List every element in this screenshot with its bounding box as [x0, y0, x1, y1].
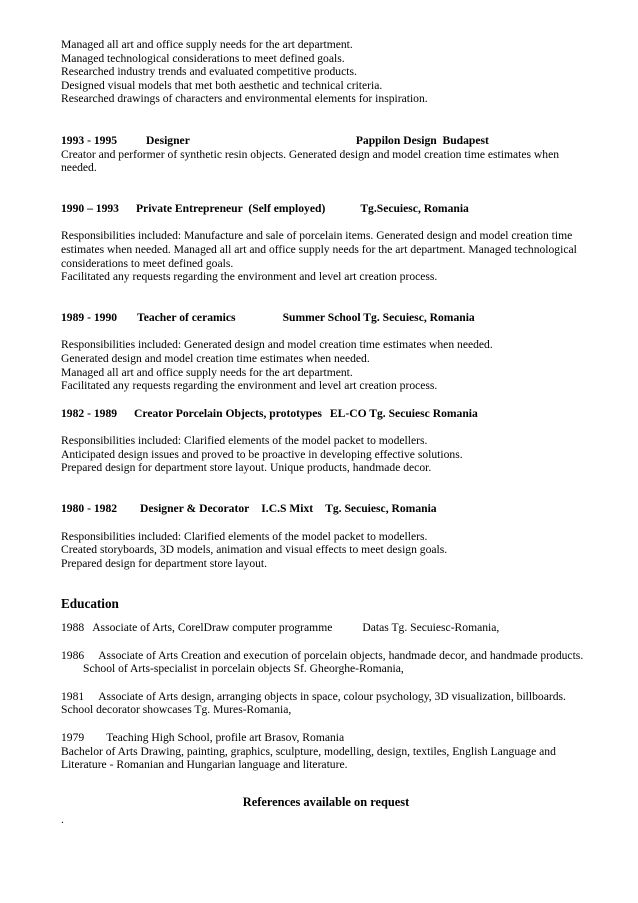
edu-place: School of Arts-specialist in porcelain objects Sf. Gheorghe-Romania, — [83, 662, 404, 676]
intro-line: Designed visual models that met both aesthetic and technical criteria. — [61, 78, 383, 92]
education-1988 — [61, 621, 591, 635]
edu-place: Datas Tg. Secuiesc-Romania, — [362, 621, 500, 635]
job-years: 1982 - 1989 — [61, 406, 118, 420]
resume-page — [61, 38, 591, 827]
edu-year: 1986 — [61, 648, 85, 662]
job-header — [61, 311, 591, 325]
job-line: Anticipated design issues and proved to be proactive in developing effective solutions. — [61, 447, 463, 461]
education-heading: Education — [61, 596, 119, 612]
job-title: Private Entrepreneur (Self employed) — [135, 201, 326, 215]
job-company: EL-CO Tg. Secuiesc Romania — [329, 406, 478, 420]
job-title: Designer & Decorator — [140, 502, 250, 516]
job-company-code: I.C.S Mixt — [261, 502, 314, 516]
education-1986 — [61, 649, 591, 676]
job-line: Prepared design for department store layout. — [61, 556, 268, 570]
job-description: Responsibilities included: Manufacture and sale of porcelain items. Generated design and model creation time estimates when needed. Managed all art and office supply needs for the art department. Managed technological considerations to meet defined goals. — [61, 229, 577, 270]
job-company: Tg. Secuiesc, Romania — [325, 502, 437, 516]
job-line: Responsibilities included: Clarified elements of the model packet to modellers. — [61, 529, 428, 543]
job-line: Facilitated any requests regarding the environment and level art creation process. — [61, 379, 438, 393]
job-line: Responsibilities included: Clarified elements of the model packet to modellers. — [61, 434, 428, 448]
job-header — [61, 407, 591, 421]
job-header — [61, 134, 591, 148]
job-line: Responsibilities included: Generated design and model creation time estimates when needed. — [61, 338, 493, 352]
job-1989 — [61, 311, 591, 393]
intro-line: Researched drawings of characters and environmental elements for inspiration. — [61, 92, 428, 106]
references-note: References available on request — [242, 794, 410, 809]
trailing-dot: . — [61, 813, 64, 827]
job-1980 — [61, 502, 591, 570]
job-description-extra: Facilitated any requests regarding the environment and level art creation process. — [61, 270, 438, 284]
job-line: Created storyboards, 3D models, animation and visual effects to meet design goals. — [61, 543, 448, 557]
job-title: Teacher of ceramics — [137, 310, 236, 324]
job-line: Prepared design for department store layout. Unique products, handmade decor. — [61, 461, 432, 475]
intro-block — [61, 38, 591, 106]
job-title: Designer — [146, 133, 190, 147]
job-description: Creator and performer of synthetic resin objects. Generated design and model creation time estimates when needed. — [61, 147, 560, 175]
intro-line: Managed technological considerations to meet defined goals. — [61, 51, 345, 65]
job-company: Tg.Secuiesc, Romania — [360, 201, 469, 215]
edu-year: 1979 — [61, 731, 85, 744]
job-years: 1990 – 1993 — [61, 201, 119, 215]
job-line: Generated design and model creation time estimates when needed. — [61, 351, 370, 365]
edu-text-extra: Bachelor of Arts Drawing, painting, graphics, sculpture, modelling, design, textiles, English Language and Literature - Romanian and Hungarian language and literature. — [61, 744, 556, 772]
edu-text: Associate of Arts, CorelDraw computer programme — [92, 621, 333, 635]
job-header — [61, 202, 591, 216]
job-1982 — [61, 407, 591, 475]
job-header — [61, 502, 591, 516]
job-years: 1993 - 1995 — [61, 133, 118, 147]
education-1979 — [61, 731, 591, 772]
edu-year: 1981 — [61, 689, 85, 703]
edu-text: Associate of Arts Creation and execution of porcelain objects, handmade decor, and handmade products. — [98, 648, 584, 662]
intro-line: Researched industry trends and evaluated competitive products. — [61, 65, 357, 79]
job-1993 — [61, 134, 591, 175]
job-company: Summer School Tg. Secuiesc, Romania — [282, 310, 475, 324]
job-years: 1980 - 1982 — [61, 502, 118, 516]
job-line: Managed all art and office supply needs for the art department. — [61, 365, 353, 379]
edu-text: Associate of Arts design, arranging objects in space, colour psychology, 3D visualization, billboards. School decorator showcases Tg. Mures-Romania, — [61, 689, 566, 717]
edu-year: 1988 — [61, 621, 85, 635]
job-1990 — [61, 202, 591, 284]
intro-line: Managed all art and office supply needs for the art department. — [61, 38, 353, 51]
job-company: Pappilon Design Budapest — [355, 133, 489, 147]
job-title: Creator Porcelain Objects, prototypes — [134, 406, 322, 420]
job-years: 1989 - 1990 — [61, 310, 118, 324]
education-1981 — [61, 690, 591, 717]
edu-text: Teaching High School, profile art Brasov, Romania — [106, 731, 345, 744]
